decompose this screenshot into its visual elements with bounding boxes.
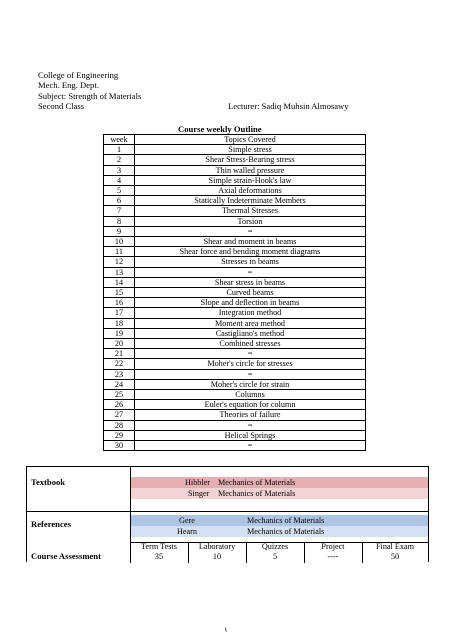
reference-title: Mechanics of Materials: [247, 516, 325, 525]
week-number: 22: [104, 359, 135, 369]
reference-author: Gere: [179, 516, 195, 525]
textbook-author: Singer: [188, 489, 210, 498]
topic-cell: =: [135, 420, 366, 430]
week-number: 20: [104, 339, 135, 349]
week-number: 17: [104, 308, 135, 318]
table-row: [104, 226, 366, 236]
topic-cell: =: [135, 349, 366, 359]
topic-cell: Simple strain-Hook's law: [135, 175, 366, 185]
topic-cell: Shear stress in beams: [135, 277, 366, 287]
table-row: [104, 247, 366, 257]
week-column-header: week: [104, 135, 135, 145]
week-number: 5: [104, 186, 135, 196]
table-row: [104, 379, 366, 389]
week-number: 16: [104, 298, 135, 308]
references-label: References: [31, 519, 71, 529]
week-number: 8: [104, 216, 135, 226]
table-row: [104, 308, 366, 318]
textbook-title: Mechanics of Materials: [218, 478, 296, 487]
assessment-header: Quizzes: [261, 542, 289, 551]
topic-cell: Axial deformations: [135, 186, 366, 196]
week-number: 27: [104, 410, 135, 420]
topic-cell: Combined stresses: [135, 339, 366, 349]
table-row: [104, 145, 366, 155]
subject-name: Subject: Strength of Materials: [38, 90, 142, 101]
assessment-label: Course Assessment: [31, 551, 101, 561]
week-number: 12: [104, 257, 135, 267]
topic-cell: =: [135, 441, 366, 451]
week-number: 23: [104, 369, 135, 379]
table-row: [104, 410, 366, 420]
table-row: [104, 318, 366, 328]
topic-cell: Euler's equation for column: [135, 400, 366, 410]
week-number: 6: [104, 196, 135, 206]
topics-column-header: Topics Covered: [135, 135, 366, 145]
outline-title: Course weekly Outline: [178, 124, 262, 134]
topic-cell: Slope and deflection in beams: [135, 298, 366, 308]
table-header-row: [104, 135, 366, 145]
table-row: [104, 237, 366, 247]
assessment-header: Final Exam: [376, 542, 414, 551]
document-header: [38, 70, 141, 112]
week-number: 24: [104, 379, 135, 389]
topic-cell: =: [135, 267, 366, 277]
topic-cell: Shear force and bending moment diagrams: [135, 247, 366, 257]
topic-cell: Columns: [135, 390, 366, 400]
topic-cell: Moher's circle for stresses: [135, 359, 366, 369]
table-row: [104, 328, 366, 338]
textbook-author: Hibbler: [185, 478, 211, 487]
table-row: [104, 277, 366, 287]
table-row: [104, 430, 366, 440]
topic-cell: Integration method: [135, 308, 366, 318]
topic-cell: Castigliano's method: [135, 328, 366, 338]
week-number: 15: [104, 288, 135, 298]
assessment-value: 10: [212, 552, 222, 561]
table-row: [104, 186, 366, 196]
table-row: [104, 420, 366, 430]
college-name: College of Engineering: [38, 70, 119, 80]
topic-cell: Statically Indeterminate Members: [135, 196, 366, 206]
week-number: 10: [104, 237, 135, 247]
table-row: [104, 369, 366, 379]
reference-author: Hearn: [177, 527, 198, 536]
weekly-outline-table: [103, 134, 366, 451]
assessment-value: 50: [390, 552, 400, 561]
topic-cell: Shear and moment in beams: [135, 237, 366, 247]
week-number: 18: [104, 318, 135, 328]
topic-cell: Simple stress: [135, 145, 366, 155]
table-row: [104, 359, 366, 369]
topic-cell: Theories of failure: [135, 410, 366, 420]
assessment-value: 5: [272, 552, 278, 561]
textbook-label: Textbook: [31, 477, 66, 487]
table-row: [104, 288, 366, 298]
table-row: [104, 441, 366, 451]
row-divider: [27, 511, 428, 512]
table-row: [104, 400, 366, 410]
table-row: [104, 175, 366, 185]
week-number: 11: [104, 247, 135, 257]
assessment-header: Term Tests: [141, 542, 177, 551]
week-number: 29: [104, 430, 135, 440]
table-row: [104, 216, 366, 226]
course-info-table: [26, 466, 429, 562]
week-number: 2: [104, 155, 135, 165]
week-number: 9: [104, 226, 135, 236]
topic-cell: Thin walled pressure: [135, 165, 366, 175]
assessment-header: Project: [321, 542, 345, 551]
topic-cell: Curved beams: [135, 288, 366, 298]
table-row: [104, 165, 366, 175]
week-number: 21: [104, 349, 135, 359]
assessment-value: 35: [154, 552, 164, 561]
topic-cell: Torsion: [135, 216, 366, 226]
lecturer-name: Lecturer: Sadiq Muhsin Almosawy: [228, 101, 349, 111]
week-number: 28: [104, 420, 135, 430]
week-number: 14: [104, 277, 135, 287]
topic-cell: Moment area method: [135, 318, 366, 328]
week-number: 7: [104, 206, 135, 216]
week-number: 25: [104, 390, 135, 400]
topic-cell: Stresses in beams: [135, 257, 366, 267]
department-name: Mech. Eng. Dept.: [38, 80, 99, 91]
assessment-header: Laboratory: [198, 542, 236, 551]
week-number: 4: [104, 175, 135, 185]
textbook-title: Mechanics of Materials: [218, 489, 296, 498]
page-number: ١: [224, 626, 228, 634]
week-number: 30: [104, 441, 135, 451]
topic-cell: =: [135, 226, 366, 236]
week-number: 1: [104, 145, 135, 155]
reference-title: Mechanics of Materials: [247, 527, 325, 536]
topic-cell: Moher's circle for strain: [135, 379, 366, 389]
class-name: Second Class: [38, 101, 85, 112]
week-number: 19: [104, 328, 135, 338]
topic-cell: Helical Springs: [135, 430, 366, 440]
table-row: [104, 257, 366, 267]
table-row: [104, 349, 366, 359]
table-row: [104, 390, 366, 400]
table-row: [104, 267, 366, 277]
week-number: 26: [104, 400, 135, 410]
week-number: 13: [104, 267, 135, 277]
table-row: [104, 155, 366, 165]
topic-cell: =: [135, 369, 366, 379]
assessment-value: ----: [327, 552, 339, 561]
topic-cell: Shear Stress-Bearing stress: [135, 155, 366, 165]
topic-cell: Thermal Stresses: [135, 206, 366, 216]
table-row: [104, 339, 366, 349]
table-row: [104, 298, 366, 308]
week-number: 3: [104, 165, 135, 175]
table-row: [104, 196, 366, 206]
table-row: [104, 206, 366, 216]
